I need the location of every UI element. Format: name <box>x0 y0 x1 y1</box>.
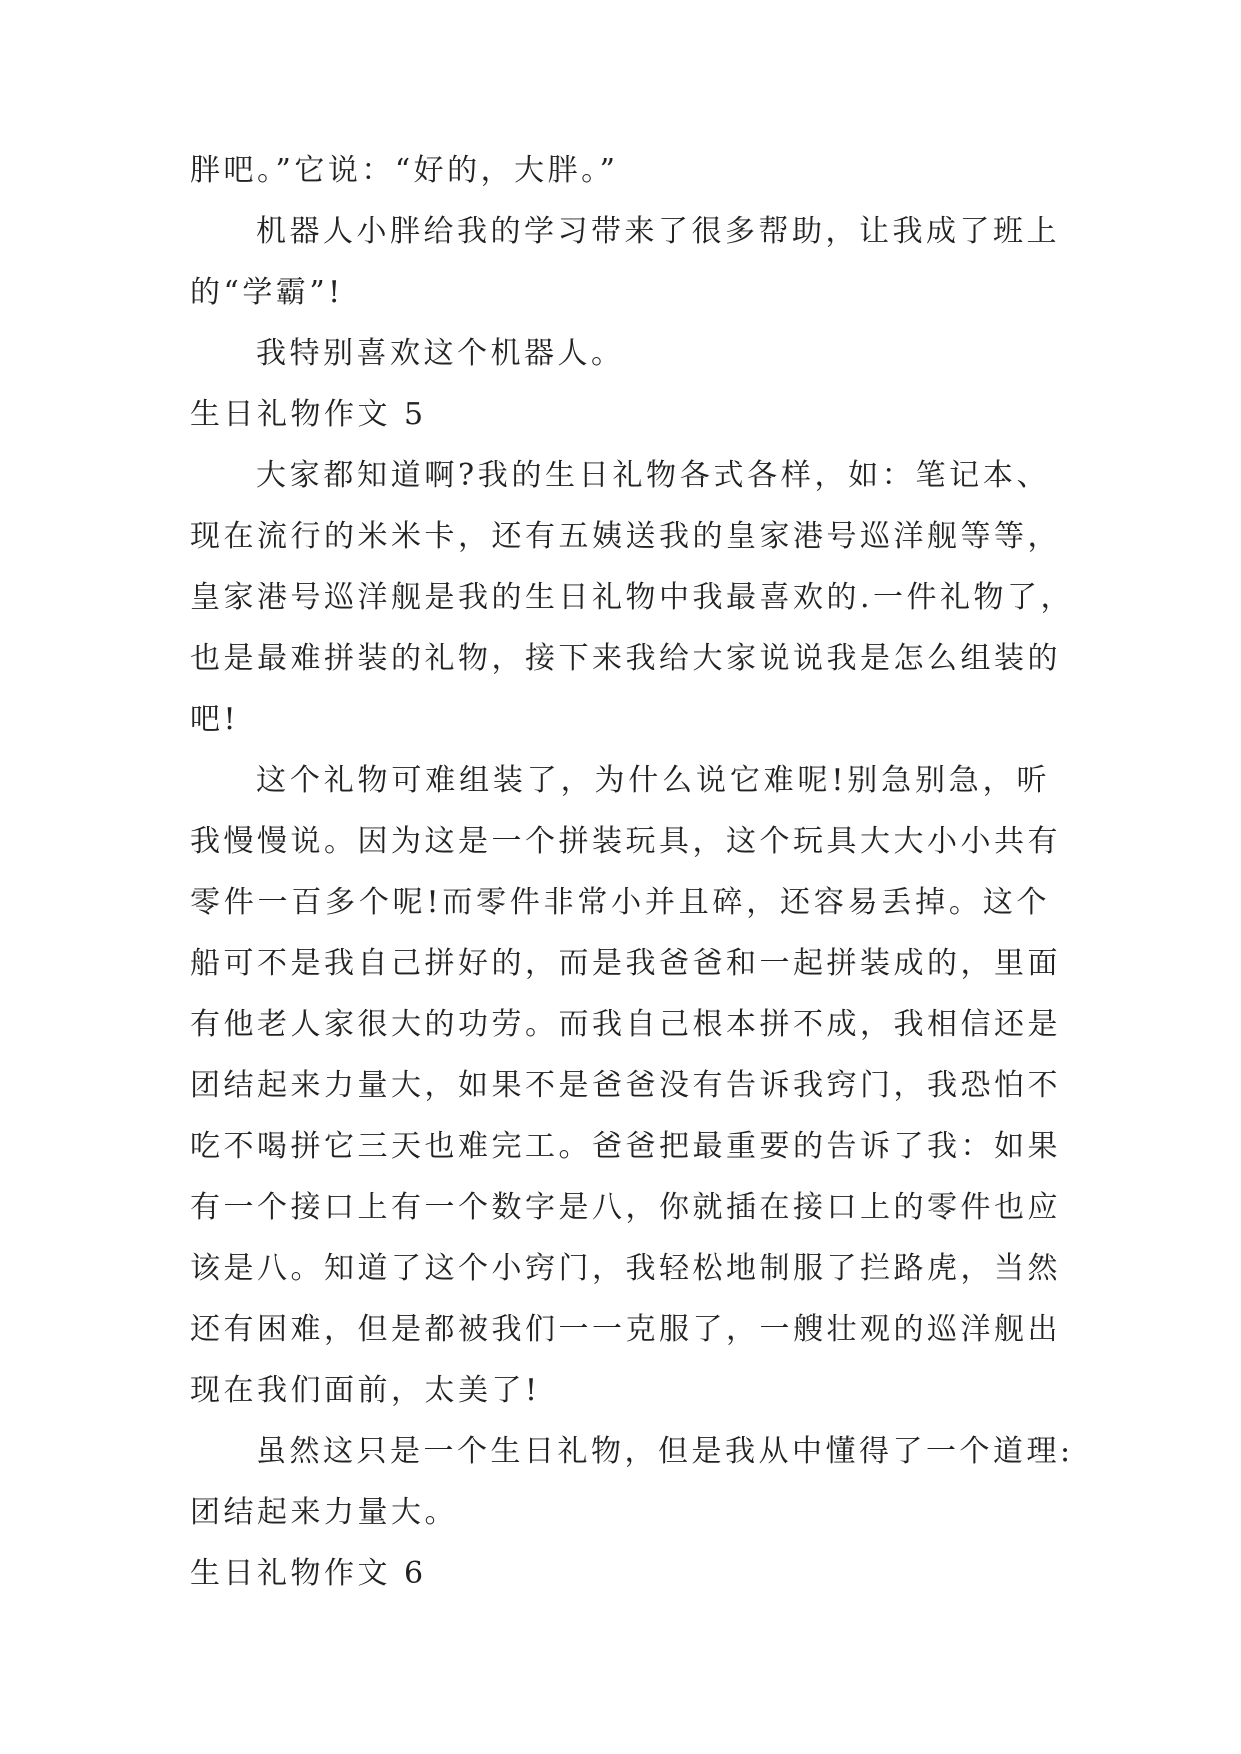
document-page <box>190 140 1075 1604</box>
paragraph <box>190 140 1050 201</box>
text-line: 我慢慢说。因为这是一个拼装玩具，这个玩具大大小小共有 <box>190 824 1061 859</box>
paragraph <box>190 445 1075 750</box>
text-line: 现在流行的米米卡，还有五姨送我的皇家港号巡洋舰等等， <box>190 519 1061 554</box>
text-line: 还有困难，但是都被我们一一克服了，一艘壮观的巡洋舰出 <box>190 1312 1061 1347</box>
text-line: 我特别喜欢这个机器人。 <box>256 336 625 371</box>
section-heading: 生日礼物作文 6 <box>190 1556 427 1591</box>
text-line: 零件一百多个呢!而零件非常小并且碎，还容易丢掉。这个 <box>190 885 1050 920</box>
paragraph <box>190 323 1050 384</box>
text-line: 团结起来力量大，如果不是爸爸没有告诉我窍门，我恐怕不 <box>190 1068 1061 1103</box>
paragraph <box>190 201 1060 323</box>
text-line: 吧! <box>190 702 240 737</box>
text-line: 这个礼物可难组装了，为什么说它难呢!别急别急，听 <box>256 763 1050 798</box>
text-line: 船可不是我自己拼好的，而是我爸爸和一起拼装成的，里面 <box>190 946 1061 981</box>
paragraph <box>190 1421 1074 1543</box>
text-line: 有一个接口上有一个数字是八，你就插在接口上的零件也应 <box>190 1190 1061 1225</box>
paragraph <box>190 750 1061 1421</box>
text-line: 现在我们面前，太美了! <box>190 1373 541 1408</box>
text-line: 机器人小胖给我的学习带来了很多帮助，让我成了班上 <box>256 214 1060 249</box>
text-line: 吃不喝拼它三天也难完工。爸爸把最重要的告诉了我：如果 <box>190 1129 1061 1164</box>
text-line: 团结起来力量大。 <box>190 1495 458 1530</box>
text-line: 皇家港号巡洋舰是我的生日礼物中我最喜欢的.一件礼物了， <box>190 580 1075 615</box>
text-line: 虽然这只是一个生日礼物，但是我从中懂得了一个道理: <box>256 1434 1074 1469</box>
text-line: 的“学霸”! <box>190 275 344 310</box>
text-line: 也是最难拼装的礼物，接下来我给大家说说我是怎么组装的 <box>190 641 1061 676</box>
text-line: 大家都知道啊?我的生日礼物各式各样，如：笔记本、 <box>256 458 1050 493</box>
text-line: 该是八。知道了这个小窍门，我轻松地制服了拦路虎，当然 <box>190 1251 1061 1286</box>
text-line: 有他老人家很大的功劳。而我自己根本拼不成，我相信还是 <box>190 1007 1061 1042</box>
text-line: 胖吧。”它说：“好的，大胖。” <box>190 153 619 188</box>
section-heading: 生日礼物作文 5 <box>190 397 427 432</box>
